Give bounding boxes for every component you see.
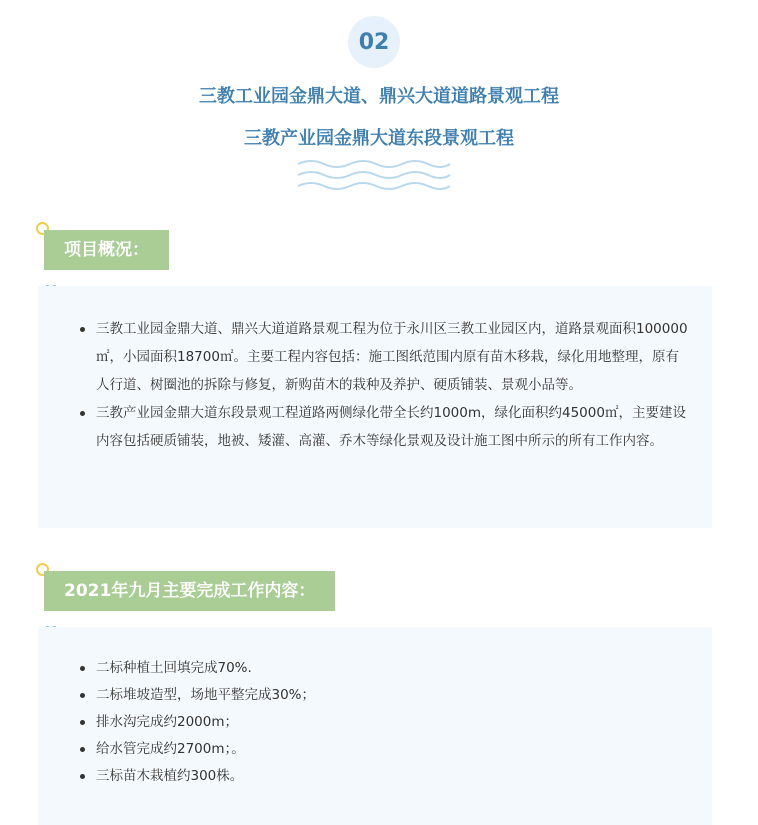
list-item: 三标苗木栽植约300株。 — [96, 763, 712, 790]
page-title-line1: 三教工业园金鼎大道、鼎兴大道道路景观工程 — [199, 86, 559, 107]
overview-list — [38, 286, 712, 455]
overview-heading: 项目概况： — [44, 230, 169, 270]
section-number: 02 — [358, 29, 390, 55]
progress-list — [38, 627, 712, 790]
list-item: 三教工业园金鼎大道、鼎兴大道道路景观工程为位于永川区三教工业园区内，道路景观面积100000㎡，小园面积18700㎡。主要工程内容包括：施工图纸范围内原有苗木移栽，绿化用地整理，原有人行道、树圈池的拆除与修复，新购苗木的栽种及养护、硬质铺装、景观小品等。 — [96, 315, 712, 399]
page-title-line2: 三教产业园金鼎大道东段景观工程 — [244, 128, 514, 149]
progress-panel — [38, 627, 712, 825]
list-item: 三教产业园金鼎大道东段景观工程道路两侧绿化带全长约1000m，绿化面积约45000㎡，主要建设内容包括硬质铺装，地被、矮灌、高灌、乔木等绿化景观及设计施工图中所示的所有工作内容。 — [96, 399, 712, 455]
section-number-badge — [348, 16, 400, 68]
list-item: 排水沟完成约2000m； — [96, 709, 712, 736]
overview-panel — [38, 286, 712, 528]
list-item: 给水管完成约2700m；。 — [96, 736, 712, 763]
progress-heading: 2021年九月主要完成工作内容： — [44, 571, 335, 611]
list-item: 二标种植土回填完成70%. — [96, 655, 712, 682]
wave-divider-icon — [296, 158, 452, 192]
list-item: 二标堆坡造型，场地平整完成30%； — [96, 682, 712, 709]
